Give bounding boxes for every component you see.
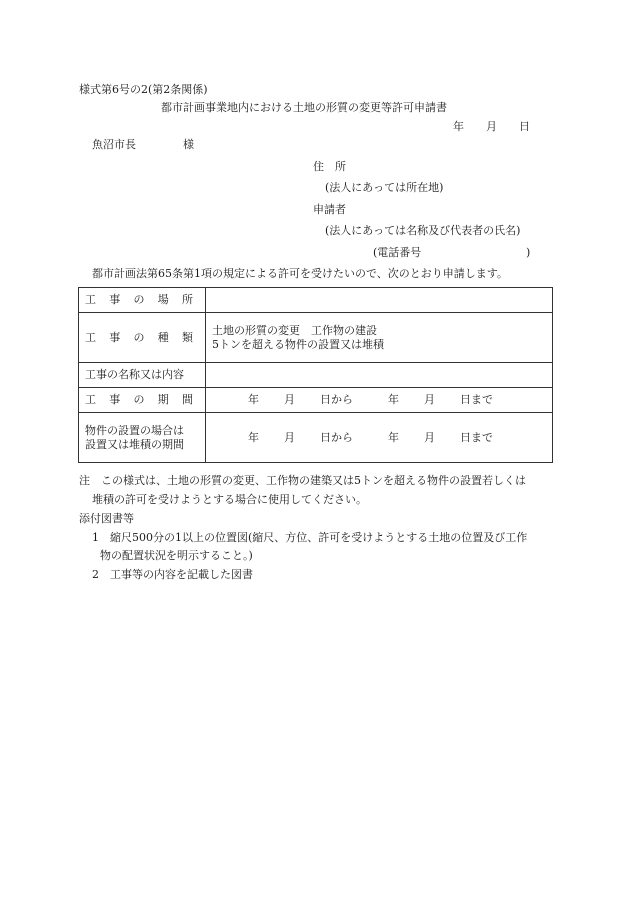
type-option-1: 土地の形質の変更 工作物の建設 [212, 323, 377, 337]
addressee-honorific: 様 [183, 138, 194, 151]
attachment-1-continued: 物の配置状況を明示すること。) [100, 549, 253, 562]
intro-text: 都市計画法第65条第1項の規定による許可を受けたいので、次のとおり申請します。 [92, 267, 508, 280]
applicant-label: 申請者 [313, 203, 346, 216]
form-number: 様式第6号の2(第2条関係) [79, 83, 208, 96]
address-note: (法人にあっては所在地) [325, 181, 444, 194]
period-value[interactable]: 年 月 日から 年 月 日まで [206, 388, 553, 413]
type-label: 工 事 の 種 類 [79, 313, 206, 363]
note-line-2: 堆積の許可を受けようとする場合に使用してください。 [92, 493, 367, 506]
addressee-name: 魚沼市長 [92, 138, 136, 151]
attachments-heading: 添付図書等 [79, 512, 134, 525]
applicant-note: (法人にあっては名称及び代表者の氏名) [325, 224, 521, 237]
table-row [79, 388, 553, 413]
type-option-2: 5トンを超える物件の設置又は堆積 [212, 337, 384, 351]
phone-label: (電話番号 [373, 246, 422, 259]
table-row [79, 413, 553, 463]
table-row [79, 363, 553, 388]
note-line-1: 注 この様式は、土地の形質の変更、工作物の建築又は5トンを超える物件の設置若しくは [79, 474, 526, 487]
location-label: 工 事 の 場 所 [79, 288, 206, 313]
address-label: 住 所 [313, 160, 346, 173]
application-table [78, 287, 553, 463]
page-title: 都市計画事業地内における土地の形質の変更等許可申請書 [161, 101, 447, 114]
location-value[interactable] [206, 288, 553, 313]
table-row [79, 313, 553, 363]
attachment-1: 1 縮尺500分の1以上の位置図(縮尺、方位、許可を受けようとする土地の位置及び工作 [92, 531, 528, 544]
storage-period-value[interactable]: 年 月 日から 年 月 日まで [206, 413, 553, 463]
date-month: 月 [486, 120, 497, 133]
phone-close: ) [526, 246, 531, 259]
attachment-2: 2 工事等の内容を記載した図書 [92, 568, 253, 581]
name-label: 工事の名称又は内容 [79, 363, 206, 388]
table-row [79, 288, 553, 313]
type-value[interactable] [206, 313, 553, 363]
date-year: 年 [453, 120, 464, 133]
storage-period-label: 物件の設置の場合は 設置又は堆積の期間 [79, 413, 206, 463]
name-value[interactable] [206, 363, 553, 388]
period-label: 工 事 の 期 間 [79, 388, 206, 413]
date-day: 日 [519, 120, 530, 133]
